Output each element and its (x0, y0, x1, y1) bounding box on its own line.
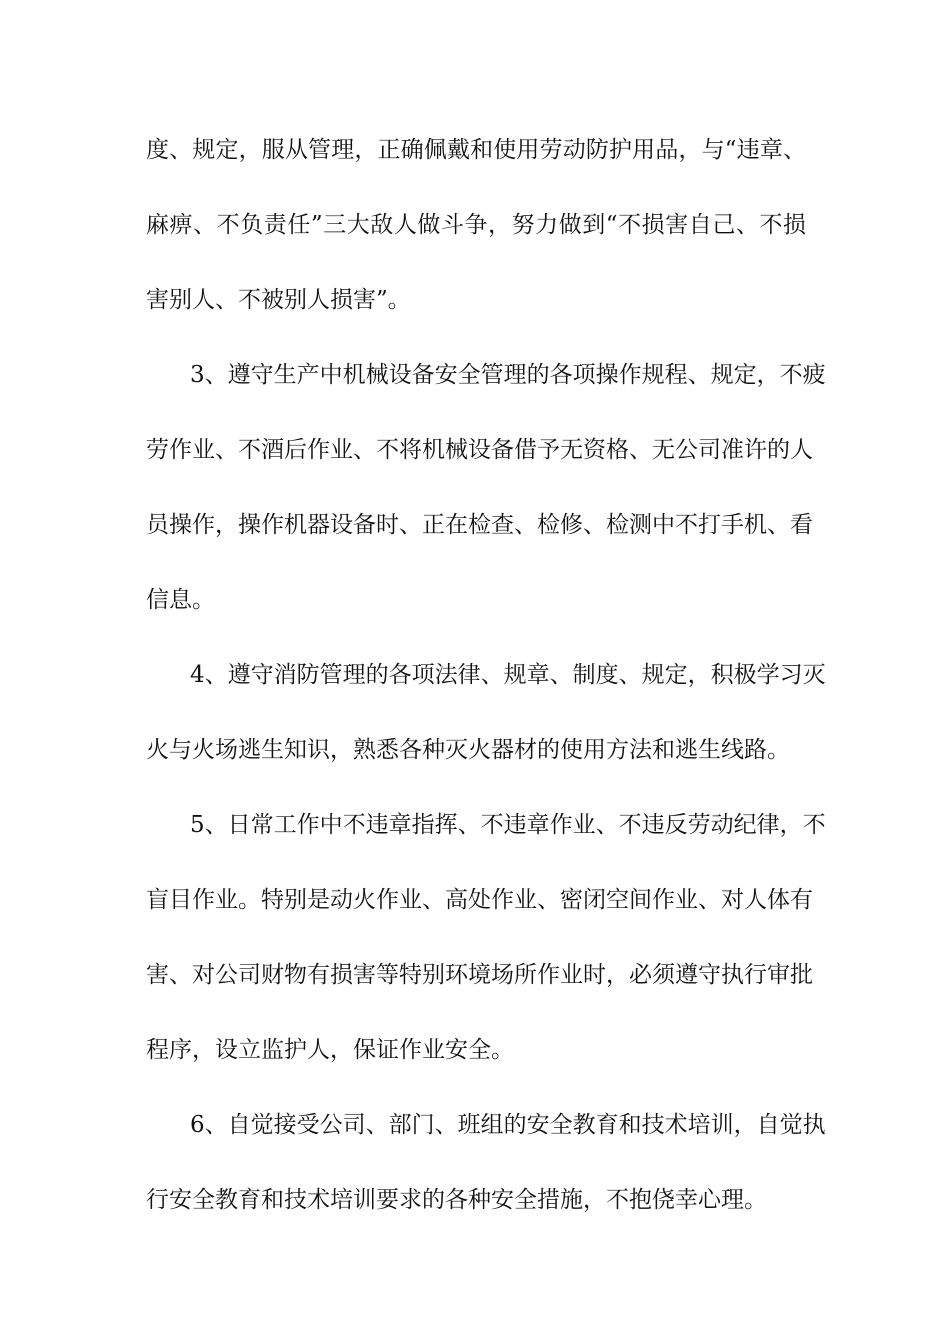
text-line: 3、遵守生产中机械设备安全管理的各项操作规程、规定，不疲 (190, 362, 826, 388)
text-line: 程序，设立监护人，保证作业安全。 (146, 1037, 514, 1063)
text-line: 害、对公司财物有损害等特别环境场所作业时，必须遵守执行审批 (146, 962, 813, 988)
text-line: 度、规定，服从管理，正确佩戴和使用劳动防护用品，与“违章、 (146, 137, 806, 163)
text-line: 员操作，操作机器设备时、正在检查、检修、检测中不打手机、看 (146, 512, 813, 538)
text-line: 盲目作业。特别是动火作业、高处作业、密闭空间作业、对人体有 (146, 887, 813, 913)
text-line: 害别人、不被别人损害”。 (146, 287, 411, 313)
text-line: 4、遵守消防管理的各项法律、规章、制度、规定，积极学习灭 (190, 662, 826, 688)
text-line: 信息。 (146, 587, 215, 613)
text-line: 劳作业、不酒后作业、不将机械设备借予无资格、无公司准许的人 (146, 437, 813, 463)
text-line: 火与火场逃生知识，熟悉各种灭火器材的使用方法和逃生线路。 (146, 737, 790, 763)
text-line: 行安全教育和技术培训要求的各种安全措施，不抱侥幸心理。 (146, 1187, 767, 1213)
text-line: 5、日常工作中不违章指挥、不违章作业、不违反劳动纪律，不 (190, 812, 826, 838)
text-line: 麻痹、不负责任”三大敌人做斗争，努力做到“不损害自己、不损 (146, 212, 806, 238)
text-line: 6、自觉接受公司、部门、班组的安全教育和技术培训，自觉执 (190, 1112, 826, 1138)
